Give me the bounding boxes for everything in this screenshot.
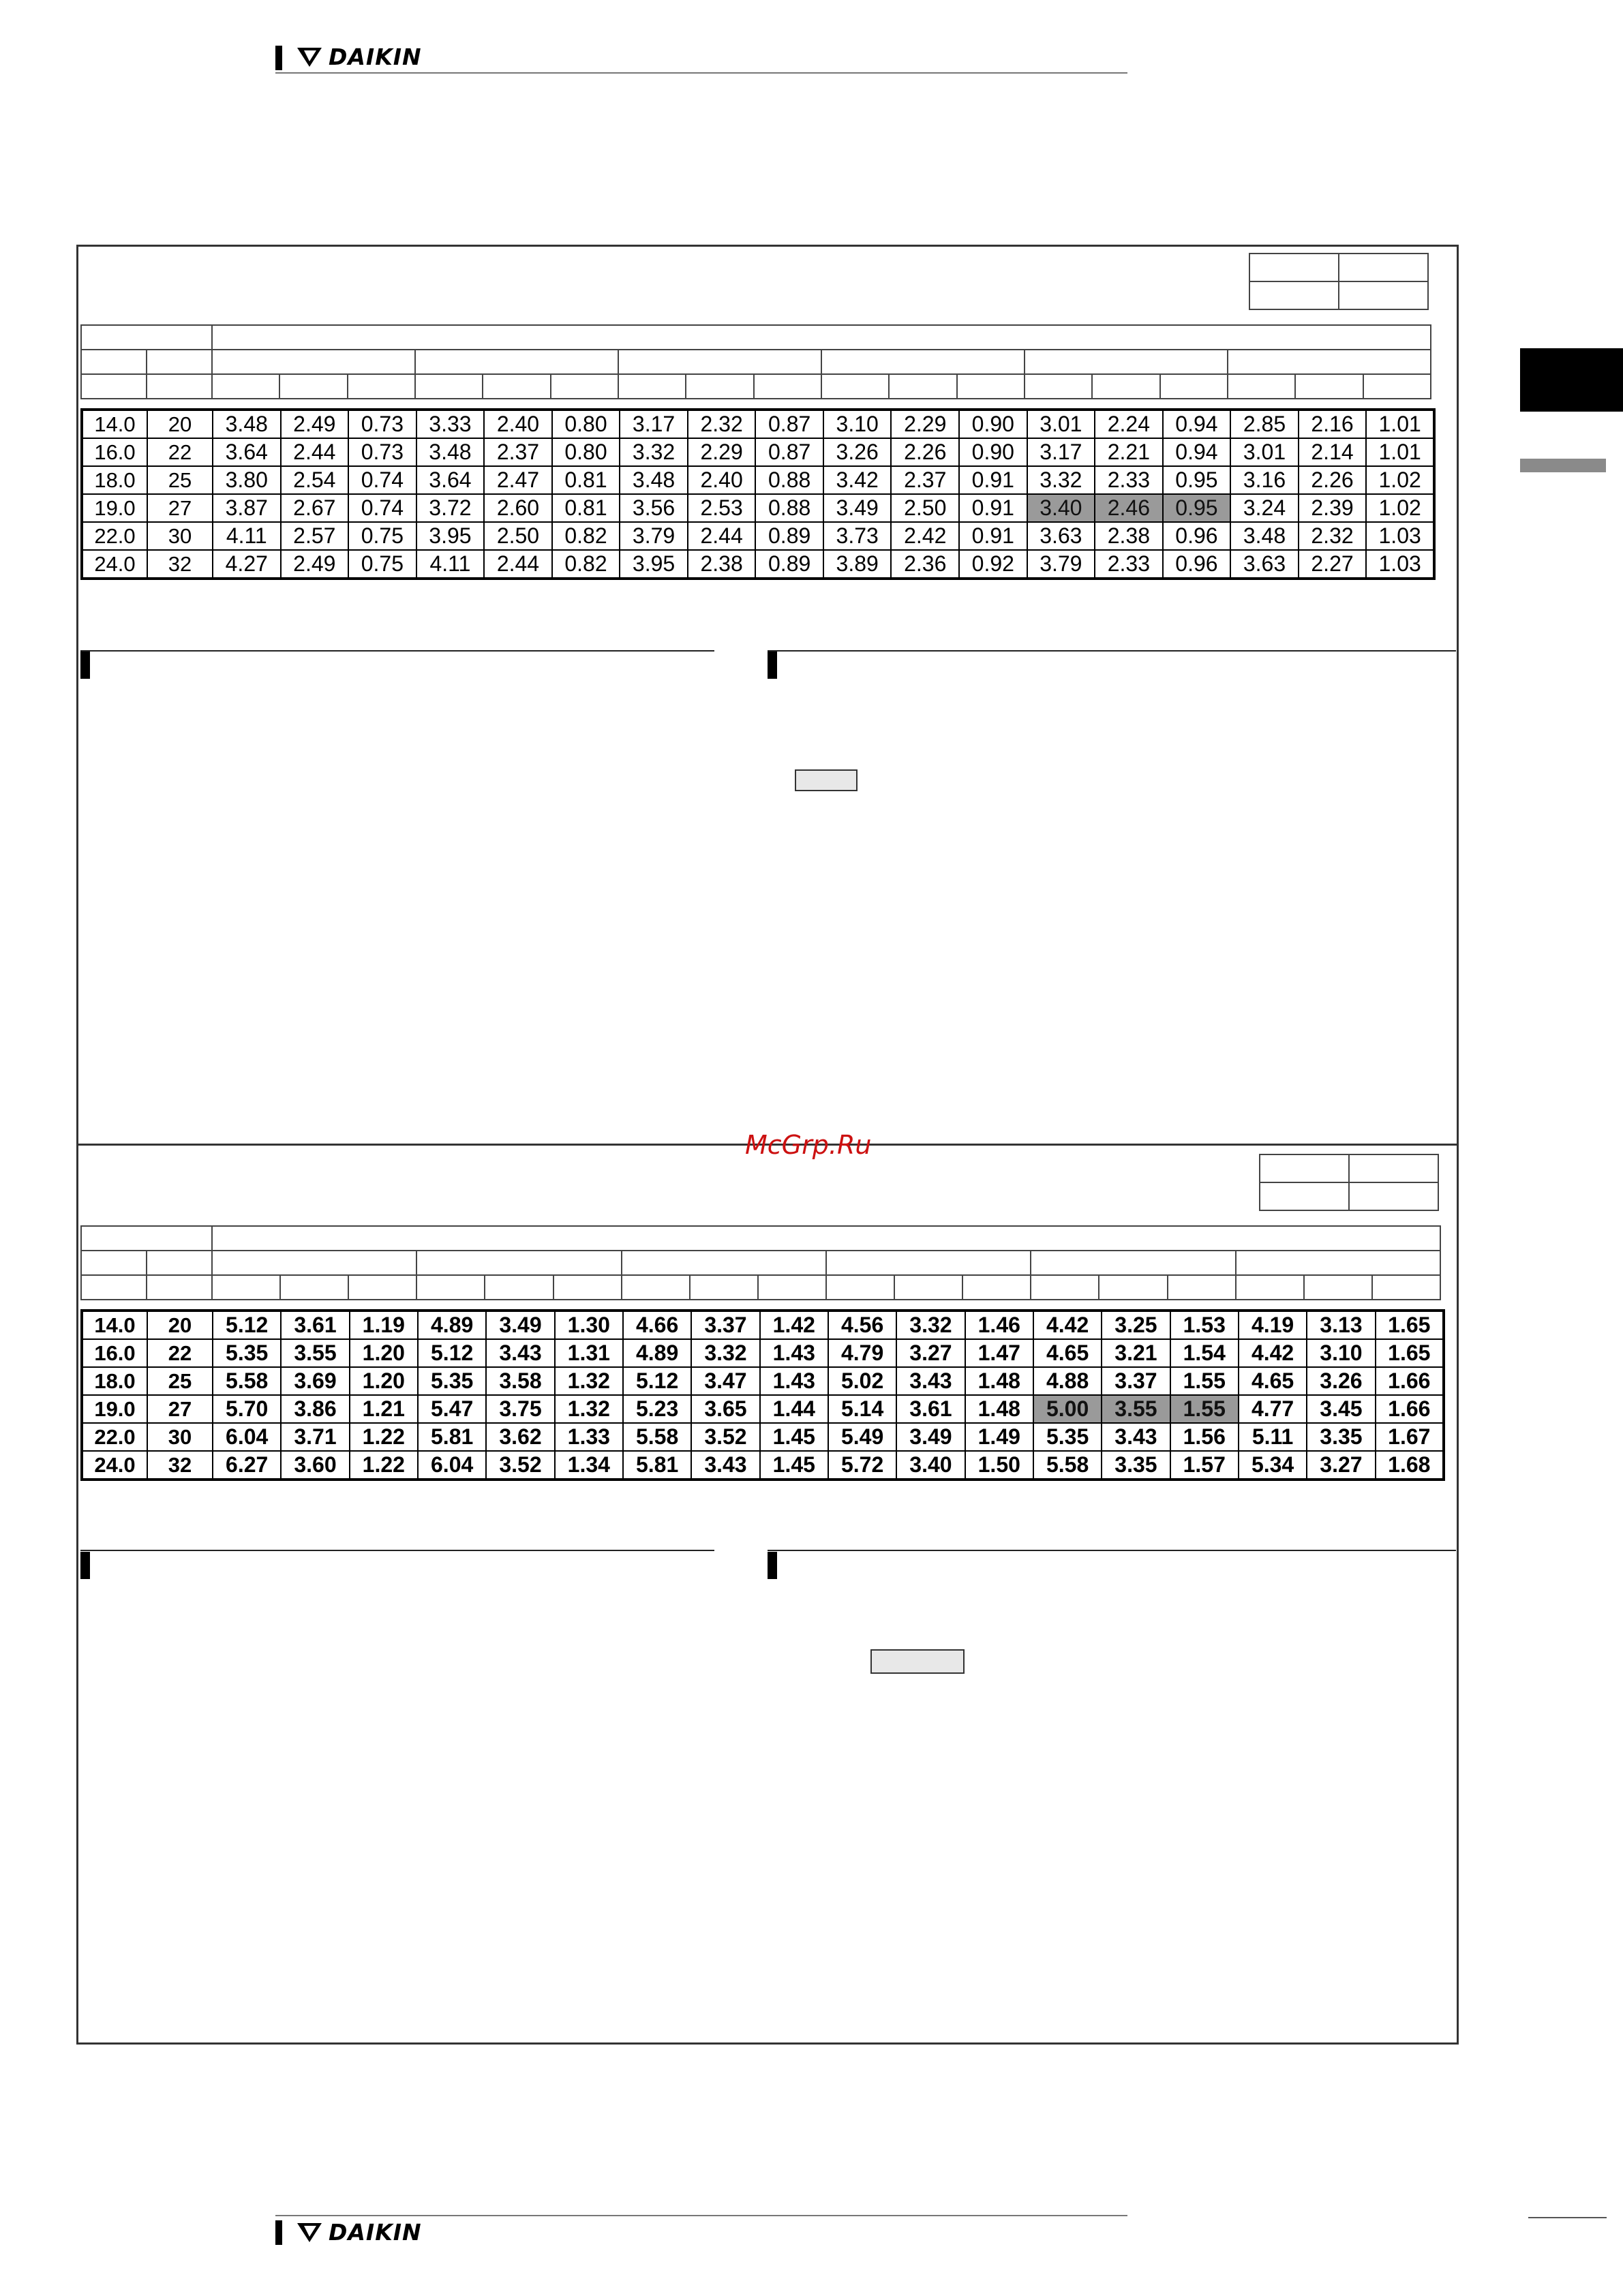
value-cell: 2.26 [891, 438, 959, 466]
wb-temp-cell: 20 [147, 1311, 213, 1339]
value-cell: 2.54 [281, 466, 349, 494]
value-cell: 3.13 [1307, 1311, 1375, 1339]
value-cell: 0.87 [755, 438, 823, 466]
value-cell: 1.20 [350, 1367, 418, 1395]
value-cell: 1.56 [1170, 1423, 1239, 1451]
wb-temp-cell: 22 [147, 1339, 213, 1367]
value-cell: 2.29 [688, 438, 756, 466]
value-cell: 3.64 [416, 466, 485, 494]
value-cell: 2.42 [891, 522, 959, 550]
value-cell: 4.65 [1239, 1367, 1307, 1395]
value-cell: 3.32 [1027, 466, 1095, 494]
table-row [82, 410, 1434, 438]
value-cell: 2.37 [891, 466, 959, 494]
value-cell: 5.02 [828, 1367, 896, 1395]
capacity-table-2 [80, 1309, 1445, 1481]
footer-rule [275, 2215, 1127, 2216]
value-cell: 0.94 [1163, 410, 1231, 438]
value-cell: 5.49 [828, 1423, 896, 1451]
value-cell: 3.37 [691, 1311, 759, 1339]
value-cell: 2.44 [484, 550, 552, 579]
value-cell: 2.24 [1095, 410, 1163, 438]
table1-header [80, 324, 1431, 399]
value-cell: 2.60 [484, 494, 552, 522]
value-cell: 0.88 [755, 494, 823, 522]
value-cell: 2.85 [1230, 410, 1299, 438]
value-cell: 3.10 [823, 410, 892, 438]
table-row [82, 466, 1434, 494]
value-cell: 3.01 [1230, 438, 1299, 466]
value-cell: 2.53 [688, 494, 756, 522]
value-cell: 2.32 [688, 410, 756, 438]
value-cell: 1.66 [1376, 1395, 1444, 1423]
table2-header [80, 1225, 1441, 1300]
value-cell: 3.33 [416, 410, 485, 438]
value-cell: 3.43 [486, 1339, 554, 1367]
value-cell: 2.50 [891, 494, 959, 522]
value-cell: 3.49 [896, 1423, 965, 1451]
value-cell: 3.21 [1102, 1339, 1170, 1367]
value-cell: 5.47 [418, 1395, 486, 1423]
section-rule-2a [80, 1550, 714, 1551]
value-cell: 0.82 [552, 522, 620, 550]
value-cell: 3.43 [691, 1451, 759, 1480]
value-cell: 3.01 [1027, 410, 1095, 438]
value-cell: 1.65 [1376, 1311, 1444, 1339]
value-cell: 1.01 [1366, 438, 1434, 466]
value-cell: 3.48 [620, 466, 688, 494]
value-cell: 3.95 [416, 522, 485, 550]
value-cell: 3.55 [281, 1339, 349, 1367]
value-cell: 1.54 [1170, 1339, 1239, 1367]
wb-temp-cell: 20 [147, 410, 213, 438]
value-cell: 3.37 [1102, 1367, 1170, 1395]
value-cell: 3.61 [281, 1311, 349, 1339]
value-cell: 3.95 [620, 550, 688, 579]
value-cell: 3.10 [1307, 1339, 1375, 1367]
value-cell: 1.22 [350, 1451, 418, 1480]
wb-temp-cell: 30 [147, 1423, 213, 1451]
value-cell: 0.75 [348, 550, 416, 579]
value-cell: 1.02 [1366, 494, 1434, 522]
value-cell: 4.79 [828, 1339, 896, 1367]
value-cell: 0.90 [959, 438, 1027, 466]
value-cell: 5.12 [213, 1311, 281, 1339]
value-cell: 3.43 [1102, 1423, 1170, 1451]
value-cell: 3.79 [620, 522, 688, 550]
value-cell: 3.65 [691, 1395, 759, 1423]
value-cell: 2.38 [1095, 522, 1163, 550]
db-temp-cell: 19.0 [82, 1395, 147, 1423]
value-cell: 3.40 [1027, 494, 1095, 522]
wb-temp-cell: 30 [147, 522, 213, 550]
table-row [82, 1395, 1444, 1423]
value-cell: 1.19 [350, 1311, 418, 1339]
section-marker-2a [80, 1552, 90, 1579]
value-cell: 3.63 [1230, 550, 1299, 579]
header-logo-bar [275, 46, 282, 70]
value-cell: 0.82 [552, 550, 620, 579]
value-cell: 5.35 [1033, 1423, 1102, 1451]
note-box-2 [870, 1649, 965, 1674]
value-cell: 3.48 [416, 438, 485, 466]
value-cell: 1.44 [760, 1395, 828, 1423]
value-cell: 2.49 [281, 410, 349, 438]
value-cell: 2.33 [1095, 466, 1163, 494]
value-cell: 1.01 [1366, 410, 1434, 438]
value-cell: 2.44 [688, 522, 756, 550]
table-row [82, 1423, 1444, 1451]
value-cell: 4.42 [1033, 1311, 1102, 1339]
footer-brand-name: DAIKIN [329, 2219, 422, 2246]
db-temp-cell: 14.0 [82, 1311, 147, 1339]
table-row [82, 550, 1434, 579]
value-cell: 1.43 [760, 1367, 828, 1395]
value-cell: 1.45 [760, 1451, 828, 1480]
value-cell: 3.52 [486, 1451, 554, 1480]
value-cell: 3.64 [213, 438, 281, 466]
value-cell: 1.34 [555, 1451, 623, 1480]
db-temp-cell: 16.0 [82, 1339, 147, 1367]
value-cell: 2.32 [1299, 522, 1367, 550]
value-cell: 5.81 [418, 1423, 486, 1451]
value-cell: 5.72 [828, 1451, 896, 1480]
value-cell: 4.27 [213, 550, 281, 579]
value-cell: 2.40 [484, 410, 552, 438]
value-cell: 3.47 [691, 1367, 759, 1395]
value-cell: 2.39 [1299, 494, 1367, 522]
model-info-box-2 [1259, 1154, 1439, 1211]
value-cell: 1.33 [555, 1423, 623, 1451]
table-row [82, 1451, 1444, 1480]
value-cell: 0.87 [755, 410, 823, 438]
value-cell: 5.34 [1239, 1451, 1307, 1480]
value-cell: 2.44 [281, 438, 349, 466]
value-cell: 3.79 [1027, 550, 1095, 579]
value-cell: 5.12 [623, 1367, 691, 1395]
value-cell: 4.65 [1033, 1339, 1102, 1367]
value-cell: 2.38 [688, 550, 756, 579]
db-temp-cell: 14.0 [82, 410, 147, 438]
value-cell: 3.60 [281, 1451, 349, 1480]
value-cell: 3.17 [620, 410, 688, 438]
db-temp-cell: 22.0 [82, 522, 147, 550]
value-cell: 0.89 [755, 550, 823, 579]
value-cell: 0.75 [348, 522, 416, 550]
value-cell: 3.35 [1102, 1451, 1170, 1480]
value-cell: 3.80 [213, 466, 281, 494]
wb-temp-cell: 25 [147, 1367, 213, 1395]
value-cell: 3.62 [486, 1423, 554, 1451]
wb-temp-cell: 32 [147, 550, 213, 579]
table-row [82, 438, 1434, 466]
value-cell: 2.49 [281, 550, 349, 579]
daikin-logo-icon [294, 46, 324, 68]
value-cell: 4.77 [1239, 1395, 1307, 1423]
value-cell: 2.29 [891, 410, 959, 438]
value-cell: 3.56 [620, 494, 688, 522]
table-row [82, 522, 1434, 550]
value-cell: 0.88 [755, 466, 823, 494]
value-cell: 3.32 [896, 1311, 965, 1339]
table-row [82, 1367, 1444, 1395]
value-cell: 3.17 [1027, 438, 1095, 466]
value-cell: 2.40 [688, 466, 756, 494]
value-cell: 1.67 [1376, 1423, 1444, 1451]
value-cell: 6.04 [213, 1423, 281, 1451]
value-cell: 3.40 [896, 1451, 965, 1480]
value-cell: 1.32 [555, 1395, 623, 1423]
value-cell: 0.96 [1163, 550, 1231, 579]
value-cell: 1.22 [350, 1423, 418, 1451]
value-cell: 2.36 [891, 550, 959, 579]
value-cell: 3.87 [213, 494, 281, 522]
section-marker-2b [768, 1552, 777, 1579]
db-temp-cell: 22.0 [82, 1423, 147, 1451]
value-cell: 6.27 [213, 1451, 281, 1480]
value-cell: 0.95 [1163, 466, 1231, 494]
value-cell: 3.61 [896, 1395, 965, 1423]
value-cell: 5.70 [213, 1395, 281, 1423]
value-cell: 4.42 [1239, 1339, 1307, 1367]
value-cell: 0.94 [1163, 438, 1231, 466]
value-cell: 2.47 [484, 466, 552, 494]
db-temp-cell: 18.0 [82, 466, 147, 494]
value-cell: 2.46 [1095, 494, 1163, 522]
note-box-1 [795, 769, 858, 791]
value-cell: 4.66 [623, 1311, 691, 1339]
brand-name: DAIKIN [329, 44, 422, 70]
value-cell: 0.90 [959, 410, 1027, 438]
daikin-logo-icon [294, 2222, 324, 2244]
capacity-table-1 [80, 408, 1436, 580]
value-cell: 2.14 [1299, 438, 1367, 466]
value-cell: 1.68 [1376, 1451, 1444, 1480]
value-cell: 4.19 [1239, 1311, 1307, 1339]
value-cell: 3.58 [486, 1367, 554, 1395]
value-cell: 0.80 [552, 438, 620, 466]
value-cell: 2.26 [1299, 466, 1367, 494]
value-cell: 3.73 [823, 522, 892, 550]
value-cell: 3.48 [1230, 522, 1299, 550]
value-cell: 3.27 [896, 1339, 965, 1367]
value-cell: 1.42 [760, 1311, 828, 1339]
value-cell: 0.74 [348, 466, 416, 494]
table-row [82, 1311, 1444, 1339]
value-cell: 0.91 [959, 522, 1027, 550]
value-cell: 3.42 [823, 466, 892, 494]
watermark-text: McGrp.Ru [745, 1130, 872, 1160]
value-cell: 2.57 [281, 522, 349, 550]
value-cell: 1.46 [965, 1311, 1033, 1339]
value-cell: 5.58 [213, 1367, 281, 1395]
db-temp-cell: 24.0 [82, 1451, 147, 1480]
value-cell: 0.95 [1163, 494, 1231, 522]
wb-temp-cell: 27 [147, 494, 213, 522]
value-cell: 4.11 [416, 550, 485, 579]
value-cell: 0.81 [552, 466, 620, 494]
value-cell: 5.81 [623, 1451, 691, 1480]
wb-temp-cell: 25 [147, 466, 213, 494]
value-cell: 3.26 [1307, 1367, 1375, 1395]
value-cell: 2.33 [1095, 550, 1163, 579]
value-cell: 1.55 [1170, 1367, 1239, 1395]
section-marker-1b [768, 652, 777, 679]
value-cell: 5.58 [623, 1423, 691, 1451]
value-cell: 1.57 [1170, 1451, 1239, 1480]
value-cell: 4.89 [623, 1339, 691, 1367]
value-cell: 1.43 [760, 1339, 828, 1367]
value-cell: 3.26 [823, 438, 892, 466]
value-cell: 3.75 [486, 1395, 554, 1423]
value-cell: 1.03 [1366, 522, 1434, 550]
value-cell: 3.24 [1230, 494, 1299, 522]
value-cell: 3.45 [1307, 1395, 1375, 1423]
model-info-box-1 [1249, 253, 1429, 310]
db-temp-cell: 18.0 [82, 1367, 147, 1395]
value-cell: 3.72 [416, 494, 485, 522]
table-row [82, 1339, 1444, 1367]
value-cell: 0.73 [348, 410, 416, 438]
value-cell: 5.35 [213, 1339, 281, 1367]
footer-logo-bar [275, 2220, 282, 2245]
value-cell: 0.96 [1163, 522, 1231, 550]
db-temp-cell: 24.0 [82, 550, 147, 579]
value-cell: 5.12 [418, 1339, 486, 1367]
wb-temp-cell: 22 [147, 438, 213, 466]
value-cell: 4.89 [418, 1311, 486, 1339]
value-cell: 2.50 [484, 522, 552, 550]
value-cell: 1.48 [965, 1367, 1033, 1395]
value-cell: 5.14 [828, 1395, 896, 1423]
value-cell: 0.89 [755, 522, 823, 550]
value-cell: 5.58 [1033, 1451, 1102, 1480]
value-cell: 1.20 [350, 1339, 418, 1367]
value-cell: 5.00 [1033, 1395, 1102, 1423]
table-row [82, 494, 1434, 522]
value-cell: 0.80 [552, 410, 620, 438]
wb-temp-cell: 32 [147, 1451, 213, 1480]
value-cell: 2.27 [1299, 550, 1367, 579]
footer-logo [294, 2219, 422, 2246]
value-cell: 0.74 [348, 494, 416, 522]
db-temp-cell: 19.0 [82, 494, 147, 522]
value-cell: 2.67 [281, 494, 349, 522]
section-tab-bar [1520, 459, 1606, 472]
value-cell: 1.48 [965, 1395, 1033, 1423]
value-cell: 0.91 [959, 466, 1027, 494]
section-rule-1a [80, 650, 714, 652]
page-number-rule [1528, 2217, 1607, 2218]
section-marker-1a [80, 652, 90, 679]
value-cell: 3.52 [691, 1423, 759, 1451]
header-logo [294, 44, 422, 70]
value-cell: 3.35 [1307, 1423, 1375, 1451]
value-cell: 3.69 [281, 1367, 349, 1395]
value-cell: 1.55 [1170, 1395, 1239, 1423]
value-cell: 5.11 [1239, 1423, 1307, 1451]
value-cell: 3.49 [823, 494, 892, 522]
db-temp-cell: 16.0 [82, 438, 147, 466]
value-cell: 1.45 [760, 1423, 828, 1451]
value-cell: 1.30 [555, 1311, 623, 1339]
value-cell: 3.43 [896, 1367, 965, 1395]
section-tab [1520, 348, 1623, 412]
value-cell: 4.11 [213, 522, 281, 550]
value-cell: 3.63 [1027, 522, 1095, 550]
value-cell: 0.91 [959, 494, 1027, 522]
value-cell: 0.81 [552, 494, 620, 522]
value-cell: 1.65 [1376, 1339, 1444, 1367]
value-cell: 3.32 [691, 1339, 759, 1367]
value-cell: 1.31 [555, 1339, 623, 1367]
value-cell: 3.55 [1102, 1395, 1170, 1423]
header-rule [275, 72, 1127, 74]
value-cell: 5.23 [623, 1395, 691, 1423]
value-cell: 1.49 [965, 1423, 1033, 1451]
value-cell: 2.21 [1095, 438, 1163, 466]
value-cell: 6.04 [418, 1451, 486, 1480]
value-cell: 3.86 [281, 1395, 349, 1423]
value-cell: 5.35 [418, 1367, 486, 1395]
wb-temp-cell: 27 [147, 1395, 213, 1423]
value-cell: 1.32 [555, 1367, 623, 1395]
value-cell: 0.92 [959, 550, 1027, 579]
value-cell: 3.48 [213, 410, 281, 438]
value-cell: 3.49 [486, 1311, 554, 1339]
value-cell: 3.16 [1230, 466, 1299, 494]
value-cell: 2.16 [1299, 410, 1367, 438]
section-rule-2b [768, 1550, 1456, 1551]
value-cell: 4.88 [1033, 1367, 1102, 1395]
section-rule-1b [768, 650, 1456, 652]
value-cell: 3.27 [1307, 1451, 1375, 1480]
value-cell: 3.25 [1102, 1311, 1170, 1339]
value-cell: 3.32 [620, 438, 688, 466]
value-cell: 1.50 [965, 1451, 1033, 1480]
value-cell: 4.56 [828, 1311, 896, 1339]
value-cell: 1.66 [1376, 1367, 1444, 1395]
value-cell: 3.89 [823, 550, 892, 579]
value-cell: 1.21 [350, 1395, 418, 1423]
value-cell: 1.53 [1170, 1311, 1239, 1339]
value-cell: 2.37 [484, 438, 552, 466]
value-cell: 1.47 [965, 1339, 1033, 1367]
value-cell: 0.73 [348, 438, 416, 466]
value-cell: 1.02 [1366, 466, 1434, 494]
value-cell: 3.71 [281, 1423, 349, 1451]
value-cell: 1.03 [1366, 550, 1434, 579]
